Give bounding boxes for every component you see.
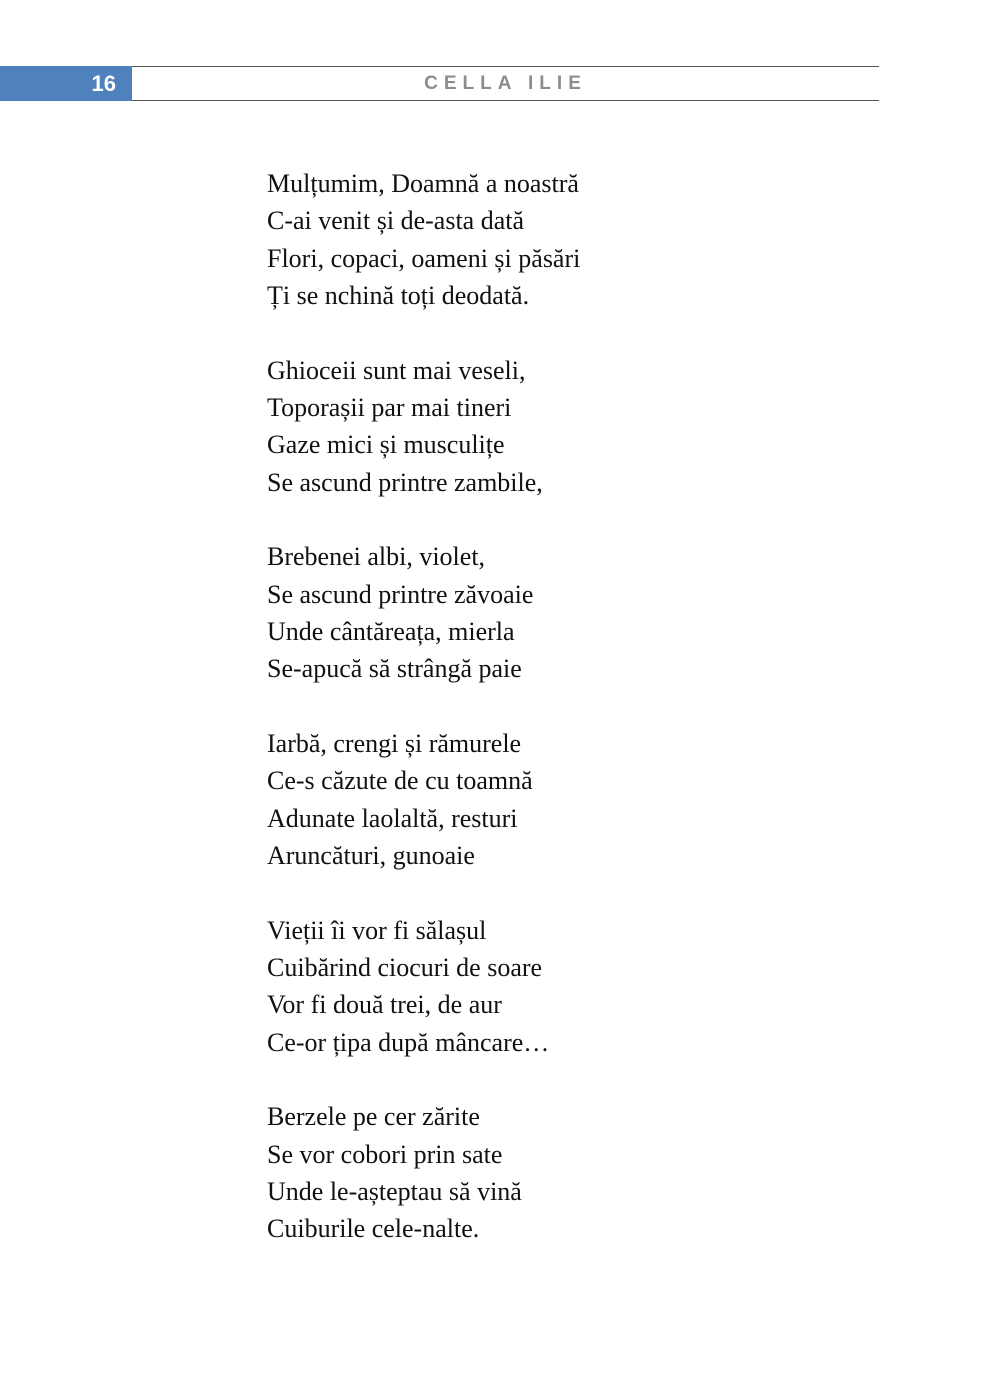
- poem-line: Cuibărind ciocuri de soare: [267, 952, 543, 982]
- header-rule-bottom: [132, 100, 879, 101]
- stanza-2: [267, 352, 887, 502]
- page-number: 16: [0, 66, 132, 101]
- stanza-4: [267, 725, 887, 875]
- page-header: [0, 66, 880, 101]
- poem-line: Unde cântăreața, mierla: [267, 617, 515, 647]
- poem-line: Ce-or țipa după mâncare…: [267, 1027, 550, 1057]
- poem-line: Se-apucă să strângă paie: [267, 654, 522, 684]
- poem-body: [267, 165, 887, 1285]
- poem-line: Berzele pe cer zărite: [267, 1102, 480, 1132]
- poem-line: Adunate laolaltă, resturi: [267, 803, 518, 833]
- poem-line: Cuiburile cele-nalte.: [267, 1214, 480, 1244]
- stanza-5: [267, 912, 887, 1062]
- stanza-6: [267, 1098, 887, 1248]
- poem-line: Ghioceii sunt mai veseli,: [267, 355, 526, 385]
- poem-line: Brebenei albi, violet,: [267, 542, 486, 572]
- poem-line: Mulțumim, Doamnă a noastră: [267, 169, 579, 198]
- stanza-3: [267, 538, 887, 688]
- poem-line: Gaze mici și musculițe: [267, 430, 505, 460]
- poem-line: Vieții îi vor fi sălașul: [267, 915, 487, 945]
- poem-line: Se vor cobori prin sate: [267, 1139, 503, 1169]
- poem-line: Ce-s căzute de cu toamnă: [267, 766, 533, 796]
- poem-line: Ți se nchină toți deodată.: [267, 281, 530, 311]
- poem-line: Unde le-așteptau să vină: [267, 1176, 522, 1206]
- poem-line: Aruncături, gunoaie: [267, 841, 475, 871]
- running-head-author: CELLA ILIE: [424, 73, 587, 94]
- poem-line: Toporașii par mai tineri: [267, 393, 512, 423]
- poem-line: Iarbă, crengi și rămurele: [267, 728, 522, 758]
- poem-line: Se ascund printre zăvoaie: [267, 579, 534, 609]
- poem-line: Vor fi două trei, de aur: [267, 990, 502, 1020]
- stanza-1: [267, 165, 887, 315]
- poem-line: Flori, copaci, oameni și păsări: [267, 243, 581, 273]
- poem-line: C-ai venit și de-asta dată: [267, 206, 525, 236]
- poem-line: Se ascund printre zambile,: [267, 467, 543, 497]
